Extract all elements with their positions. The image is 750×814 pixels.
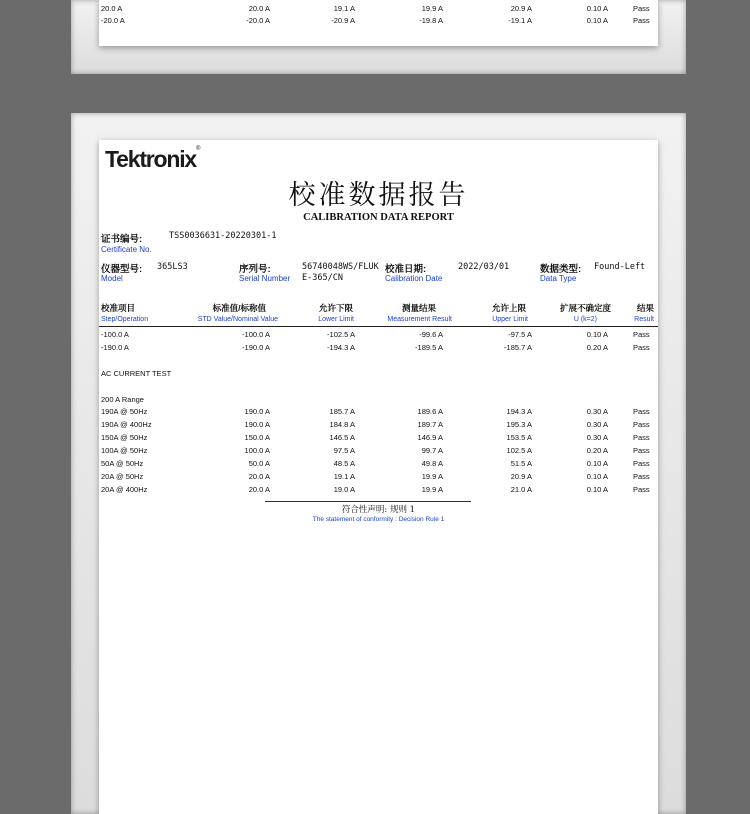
table-row (99, 420, 658, 432)
cell-lower-limit: -102.5 A (327, 330, 355, 339)
header-uncertainty-cn: 扩展不确定度 (559, 303, 611, 313)
cal-date-value: 2022/03/01 (458, 262, 510, 272)
cell-uncertainty: 0.20 A (586, 446, 608, 455)
cell-lower-limit: 185.7 A (329, 407, 355, 416)
cell-step: 20A @ 400Hz (101, 485, 148, 494)
cell-upper-limit: 20.9 A (510, 4, 532, 13)
cell-lower-limit: 19.1 A (333, 472, 355, 481)
certificate-label-cn: 证书编号: (101, 234, 143, 245)
cell-lower-limit: 19.1 A (333, 4, 355, 13)
cell-result: Pass (633, 446, 650, 455)
cell-result: Pass (633, 16, 650, 25)
header-step-en: Step/Operation (101, 316, 149, 323)
tektronix-logo: Tektronix® (105, 146, 201, 172)
cell-step: 20A @ 50Hz (101, 472, 144, 481)
cell-step: 190A @ 50Hz (101, 407, 148, 416)
cell-step: 150A @ 50Hz (101, 433, 148, 442)
cell-upper-limit: -19.1 A (508, 16, 532, 25)
cell-result: Pass (633, 4, 650, 13)
serial-value-line2: E-365/CN (302, 273, 343, 283)
cell-upper-limit: 153.5 A (506, 433, 532, 442)
table-row (99, 330, 658, 342)
cell-lower-limit: 19.0 A (333, 485, 355, 494)
table-row (99, 16, 658, 28)
header-upper-cn: 允许上限 (491, 303, 526, 313)
model-label-cn: 仪器型号: (101, 264, 143, 275)
cell-upper-limit: 194.3 A (506, 407, 532, 416)
report-title-cn: 校准数据报告 (288, 180, 469, 211)
cell-step: 100A @ 50Hz (101, 446, 148, 455)
conformity-statement-en: The statement of conformity : Decision Rule 1 (312, 516, 445, 523)
calibration-report-page (99, 140, 658, 814)
cell-std-value: 150.0 A (244, 433, 270, 442)
cell-result: Pass (633, 407, 650, 416)
cell-uncertainty: 0.20 A (586, 343, 608, 352)
cell-measured: 19.9 A (421, 485, 443, 494)
cell-measured: -99.6 A (419, 330, 443, 339)
cell-result: Pass (633, 420, 650, 429)
table-row (99, 472, 658, 484)
header-lower-en: Lower Limit (318, 316, 354, 323)
header-result-en: Measurement Result (387, 316, 452, 323)
cell-uncertainty: 0.10 A (586, 459, 608, 468)
cell-uncertainty: 0.10 A (586, 330, 608, 339)
range-label: 200 A Range (101, 395, 144, 404)
serial-label-en: Serial Number (239, 274, 291, 283)
cell-result: Pass (633, 330, 650, 339)
cell-measured: 189.6 A (417, 407, 443, 416)
table-row (99, 485, 658, 497)
cell-std-value: -20.0 A (246, 16, 270, 25)
cell-upper-limit: 195.3 A (506, 420, 532, 429)
data-type-label-cn: 数据类型: (540, 264, 582, 275)
cell-step: -100.0 A (101, 330, 129, 339)
cell-step: -190.0 A (101, 343, 129, 352)
conformity-divider (265, 501, 471, 502)
ac-section-title: AC CURRENT TEST (101, 369, 172, 378)
header-pass-en: Result (634, 316, 654, 323)
cell-uncertainty: 0.30 A (586, 420, 608, 429)
header-std-en: STD Value/Nominal Value (197, 316, 278, 323)
cell-lower-limit: 48.5 A (333, 459, 355, 468)
conformity-statement-cn: 符合性声明: 规则 1 (341, 505, 416, 515)
report-title-en: CALIBRATION DATA REPORT (303, 212, 454, 223)
cell-uncertainty: 0.10 A (586, 16, 608, 25)
cell-uncertainty: 0.30 A (586, 407, 608, 416)
cell-uncertainty: 0.10 A (586, 4, 608, 13)
table-row (99, 433, 658, 445)
cal-date-label-cn: 校准日期: (385, 264, 427, 275)
table-row (99, 446, 658, 458)
cell-upper-limit: 102.5 A (506, 446, 532, 455)
cell-lower-limit: 146.5 A (329, 433, 355, 442)
header-divider (99, 326, 658, 327)
table-row (99, 407, 658, 419)
table-row (99, 459, 658, 471)
header-pass-cn: 结果 (636, 303, 654, 313)
previous-page-frame (71, 0, 686, 74)
model-label-en: Model (101, 274, 123, 283)
cell-result: Pass (633, 343, 650, 352)
cell-upper-limit: -185.7 A (504, 343, 532, 352)
cell-upper-limit: 21.0 A (510, 485, 532, 494)
cell-measured: -189.5 A (415, 343, 443, 352)
certificate-number: TSS0036631-20220301-1 (169, 231, 277, 241)
cell-result: Pass (633, 472, 650, 481)
cell-result: Pass (633, 459, 650, 468)
cell-measured: 49.8 A (421, 459, 443, 468)
cell-step: 50A @ 50Hz (101, 459, 144, 468)
cell-step: 20.0 A (101, 4, 123, 13)
cell-uncertainty: 0.30 A (586, 433, 608, 442)
serial-label-cn: 序列号: (239, 264, 271, 275)
table-row (99, 343, 658, 355)
cell-std-value: 190.0 A (244, 420, 270, 429)
previous-page (99, 0, 658, 46)
cell-measured: 19.9 A (421, 472, 443, 481)
cell-measured: 146.9 A (417, 433, 443, 442)
data-type-value: Found-Left (594, 262, 646, 272)
cell-upper-limit: 20.9 A (510, 472, 532, 481)
header-result-cn: 测量结果 (401, 303, 436, 313)
cell-std-value: 20.0 A (248, 472, 270, 481)
cell-upper-limit: -97.5 A (508, 330, 532, 339)
cell-result: Pass (633, 433, 650, 442)
report-page-frame (71, 113, 686, 814)
cell-std-value: 100.0 A (244, 446, 270, 455)
certificate-label-en: Certificate No. (101, 245, 152, 254)
data-type-label-en: Data Type (540, 274, 577, 283)
cell-std-value: -190.0 A (242, 343, 270, 352)
model-value: 365LS3 (157, 262, 188, 272)
table-row (99, 4, 658, 16)
cell-std-value: 50.0 A (248, 459, 270, 468)
cal-date-label-en: Calibration Date (385, 274, 443, 283)
cell-measured: -19.8 A (419, 16, 443, 25)
cell-uncertainty: 0.10 A (586, 485, 608, 494)
cell-step: 190A @ 400Hz (101, 420, 152, 429)
cell-upper-limit: 51.5 A (510, 459, 532, 468)
cell-result: Pass (633, 485, 650, 494)
cell-std-value: -100.0 A (242, 330, 270, 339)
header-uncertainty-en: U (k=2) (573, 316, 597, 323)
serial-value-line1: 56740048WS/FLUK (302, 262, 379, 272)
header-upper-en: Upper Limit (492, 316, 528, 323)
cell-std-value: 20.0 A (248, 485, 270, 494)
cell-std-value: 20.0 A (248, 4, 270, 13)
cell-std-value: 190.0 A (244, 407, 270, 416)
cell-measured: 19.9 A (421, 4, 443, 13)
cell-lower-limit: -194.3 A (327, 343, 355, 352)
header-step-cn: 校准项目 (101, 303, 136, 313)
header-std-cn: 标准值/标称值 (212, 303, 266, 313)
cell-measured: 189.7 A (417, 420, 443, 429)
cell-step: -20.0 A (101, 16, 125, 25)
cell-lower-limit: 184.8 A (329, 420, 355, 429)
cell-lower-limit: -20.9 A (331, 16, 355, 25)
cell-lower-limit: 97.5 A (333, 446, 355, 455)
cell-uncertainty: 0.10 A (586, 472, 608, 481)
header-lower-cn: 允许下限 (318, 303, 353, 313)
cell-measured: 99.7 A (421, 446, 443, 455)
